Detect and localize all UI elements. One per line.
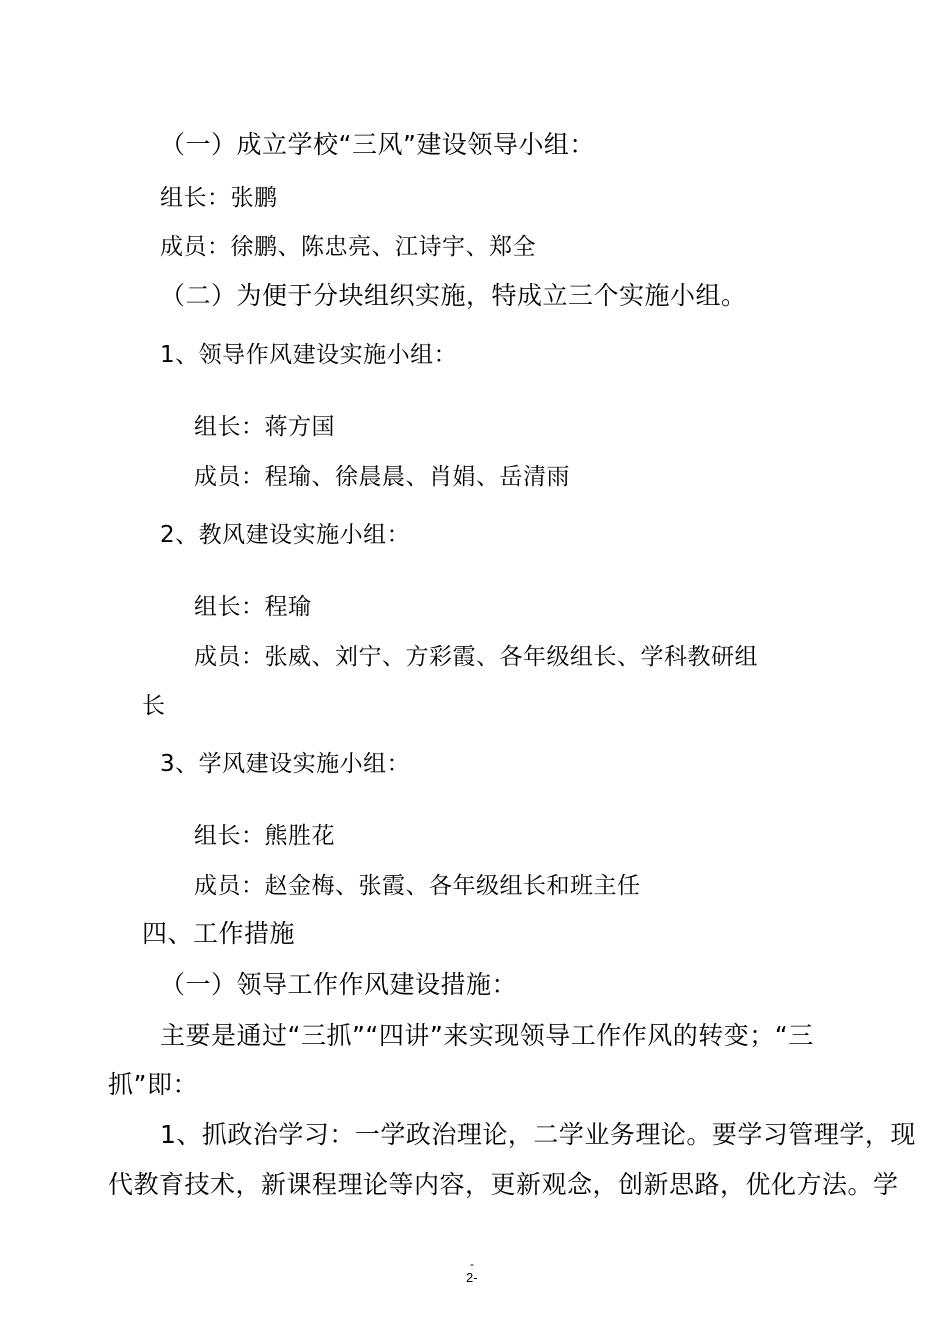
group3-title: 3、学风建设实施小组：: [160, 751, 411, 777]
group2-title: 2、教风建设实施小组：: [160, 522, 411, 548]
section4-item1-line1: 1、抓政治学习：一学政治理论，二学业务理论。要学习管理学，现: [160, 1120, 916, 1149]
group2-members-line2: 长: [142, 693, 166, 719]
section1-heading: （一）成立学校“三风”建设领导小组：: [160, 130, 595, 159]
page-number: 2-: [466, 1270, 478, 1285]
section2-heading: （二）为便于分块组织实施，特成立三个实施小组。: [160, 281, 747, 310]
section4-item1-line2: 代教育技术，新课程理论等内容，更新观念，创新思路，优化方法。学: [108, 1170, 899, 1199]
group2-members-line1: 成员：张威、刘宁、方彩霞、各年级组长、学科教研组: [194, 644, 758, 670]
section4-paragraph-line2: 抓”即：: [108, 1070, 198, 1099]
section1-members: 成员：徐鹏、陈忠亮、江诗宇、郑全: [160, 234, 536, 260]
group3-members: 成员：赵金梅、张霞、各年级组长和班主任: [194, 873, 641, 899]
group3-leader: 组长：熊胜花: [194, 823, 335, 849]
group1-title: 1、领导作风建设实施小组：: [160, 342, 458, 368]
section4-paragraph-line1: 主要是通过“三抓”“四讲”来实现领导工作作风的转变；“三: [160, 1021, 814, 1050]
group2-leader: 组长：程瑜: [194, 594, 312, 620]
footer-dash: -: [470, 1257, 474, 1271]
section4-sub1-heading: （一）领导工作作风建设措施：: [160, 970, 518, 999]
group1-members: 成员：程瑜、徐晨晨、肖娟、岳清雨: [194, 464, 570, 490]
section1-leader: 组长：张鹏: [160, 185, 278, 211]
section4-heading: 四、工作措施: [142, 919, 296, 948]
group1-leader: 组长：蒋方国: [194, 414, 335, 440]
